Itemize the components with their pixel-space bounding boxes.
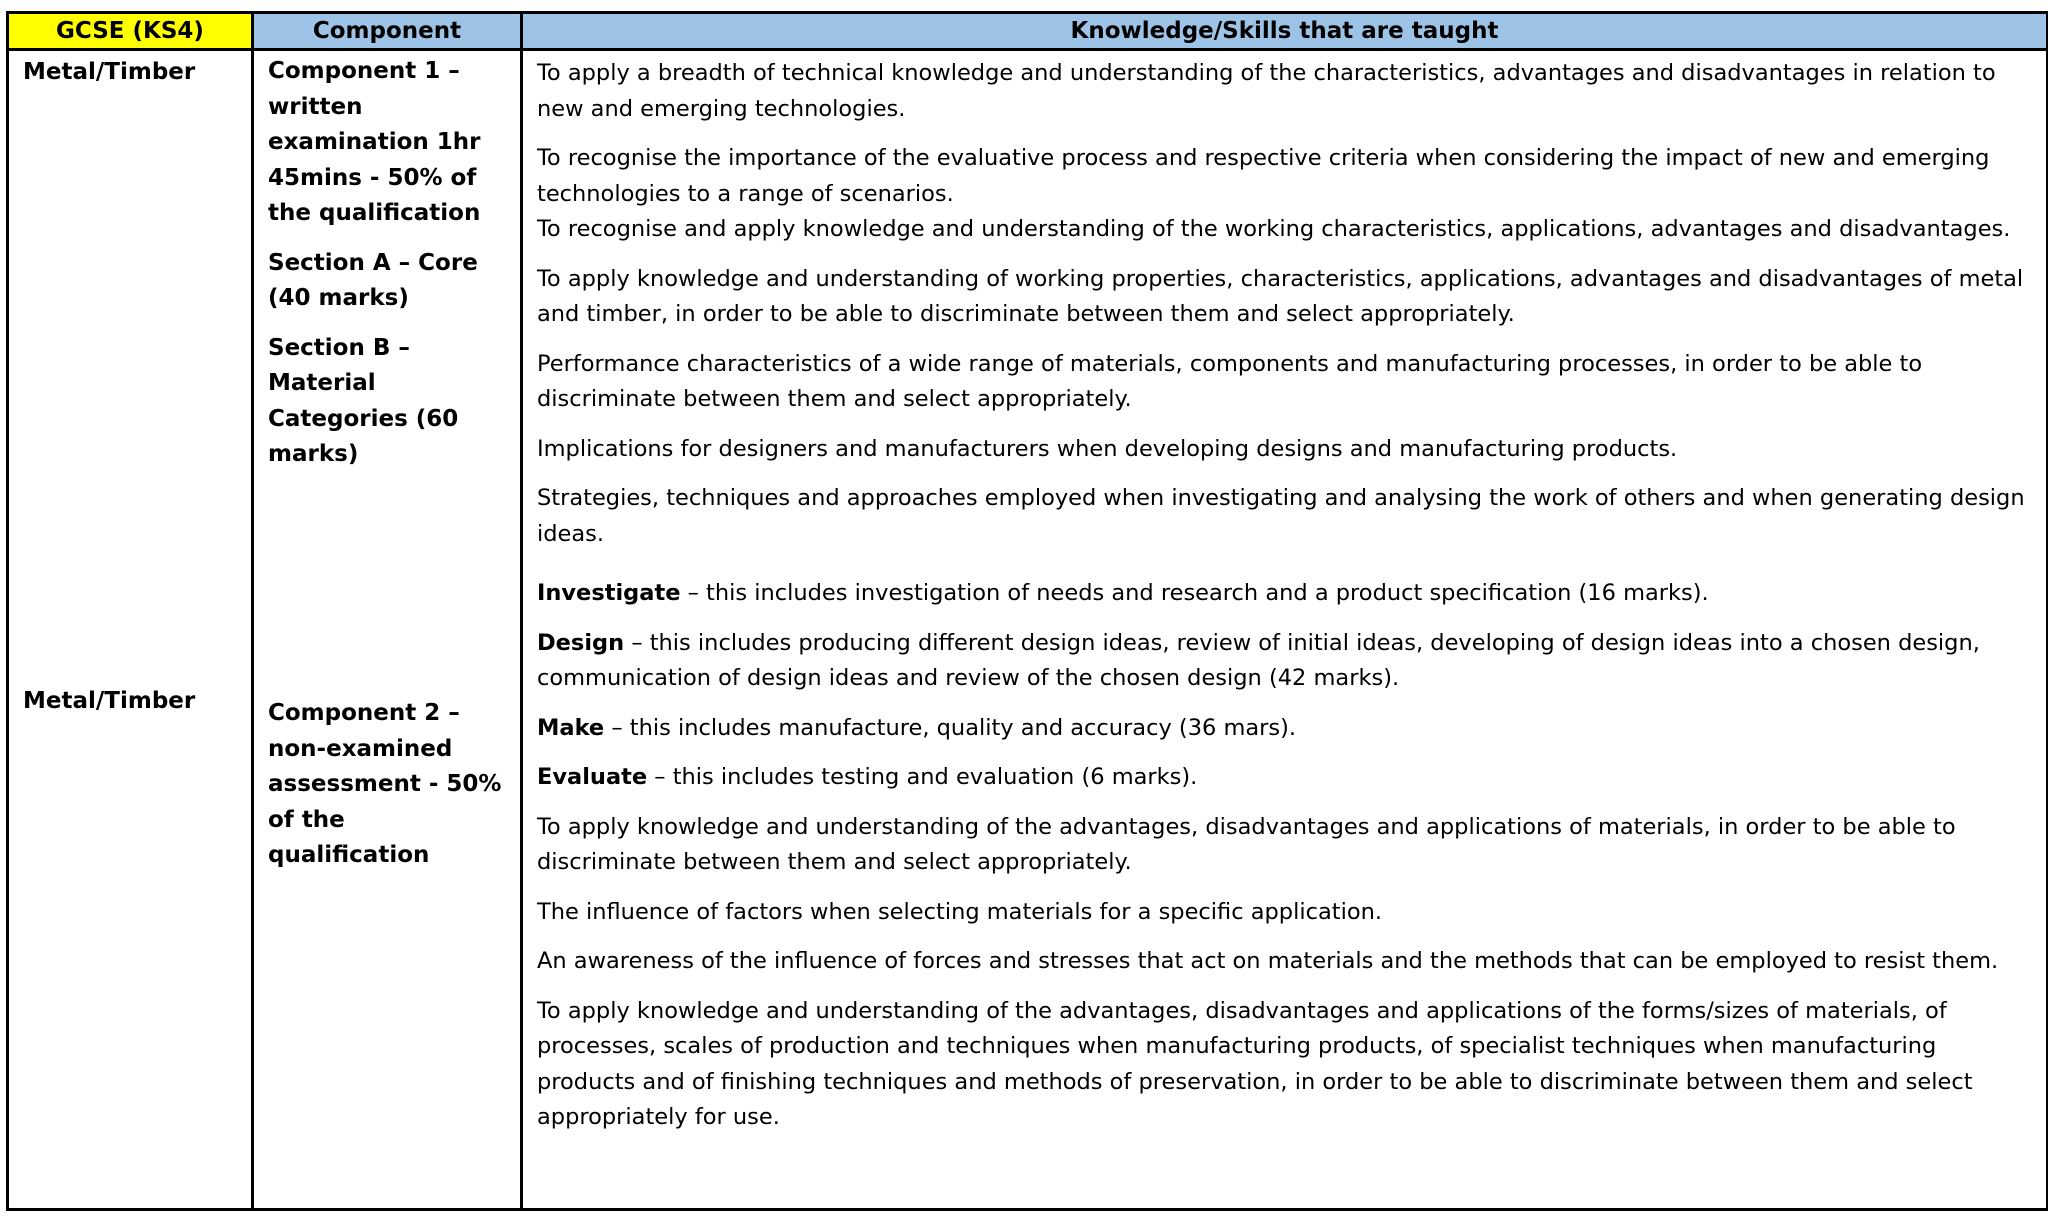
knowledge-item-investigate xyxy=(537,576,2036,612)
knowledge-item: Strategies, techniques and approaches employed when investigating and analysing the work of others and when generating design ideas. xyxy=(537,485,2025,547)
knowledge-item: To apply knowledge and understanding of the advantages, disadvantages and applications of materials, in order to be able to discriminate between them and select appropriately. xyxy=(537,813,1956,875)
table-header-row xyxy=(8,13,2048,50)
knowledge-item-design xyxy=(537,626,2036,697)
component-1-block xyxy=(268,54,504,487)
knowledge-item: Implications for designers and manufacturers when developing designs and manufacturing products. xyxy=(537,435,1678,462)
component-1-section-b: Section B – Material Categories (60 marks) xyxy=(268,334,459,467)
knowledge-item-make xyxy=(537,711,2036,747)
subject-second: Metal/Timber xyxy=(23,688,196,714)
header-component: Component xyxy=(253,13,522,50)
component-2-block xyxy=(268,696,504,888)
header-knowledge: Knowledge/Skills that are taught xyxy=(522,13,2048,50)
knowledge-item: To apply knowledge and understanding of the advantages, disadvantages and applications of the forms/sizes of materials, of processes, scales of production and techniques when manufacturing products, of specialist techniques when manufacturing products and of finishing techniques and methods of preservation, in order to be able to discriminate between them and select appropriately for use. xyxy=(537,997,1973,1130)
knowledge-item: To apply a breadth of technical knowledge and understanding of the characteristics, advantages and disadvantages in relation to new and emerging technologies. xyxy=(537,60,1996,122)
header-level: GCSE (KS4) xyxy=(8,13,253,50)
investigate-label: Investigate xyxy=(537,580,681,606)
knowledge-list xyxy=(523,51,2046,1136)
knowledge-item: Performance characteristics of a wide range of materials, components and manufacturing processes, in order to be able to discriminate between them and select appropriately. xyxy=(537,350,1923,412)
knowledge-item-evaluate xyxy=(537,760,2036,796)
knowledge-item: To apply knowledge and understanding of working properties, characteristics, applications, advantages and disadvantages of metal and timber, in order to be able to discriminate between them and select appropriately. xyxy=(537,265,2024,327)
design-label: Design xyxy=(537,629,625,656)
evaluate-text: – this includes testing and evaluation (6 marks). xyxy=(647,764,1198,790)
component-cell xyxy=(253,50,522,1210)
table-row xyxy=(8,50,2048,1210)
knowledge-item: The influence of factors when selecting materials for a specific application. xyxy=(537,898,1383,925)
design-text: – this includes producing different design ideas, review of initial ideas, developing of design ideas into a chosen design, communication of design ideas and review of the chosen design (42 marks). xyxy=(537,629,1980,691)
evaluate-label: Evaluate xyxy=(537,764,648,790)
component-2-title: Component 2 – non-examined assessment - 50% of the qualification xyxy=(268,700,502,868)
investigate-text: – this includes investigation of needs and research and a product specification (16 marks). xyxy=(680,580,1709,606)
knowledge-cell xyxy=(522,50,2048,1210)
subject-cell xyxy=(8,50,253,1210)
knowledge-item: An awareness of the influence of forces and stresses that act on materials and the methods that can be employed to resist them. xyxy=(537,948,1999,974)
curriculum-table xyxy=(6,11,2048,1211)
subject-first: Metal/Timber xyxy=(23,59,196,85)
make-text: – this includes manufacture, quality and accuracy (36 mars). xyxy=(604,714,1297,741)
knowledge-item: To recognise the importance of the evaluative process and respective criteria when considering the impact of new and emerging technologies to a range of scenarios. xyxy=(537,145,1990,207)
knowledge-item: To recognise and apply knowledge and understanding of the working characteristics, applications, advantages and disadvantages. xyxy=(537,216,2011,242)
component-1-section-a: Section A – Core (40 marks) xyxy=(268,249,478,311)
make-label: Make xyxy=(537,714,605,741)
component-1-title: Component 1 – written examination 1hr 45mins - 50% of the qualification xyxy=(268,58,481,226)
